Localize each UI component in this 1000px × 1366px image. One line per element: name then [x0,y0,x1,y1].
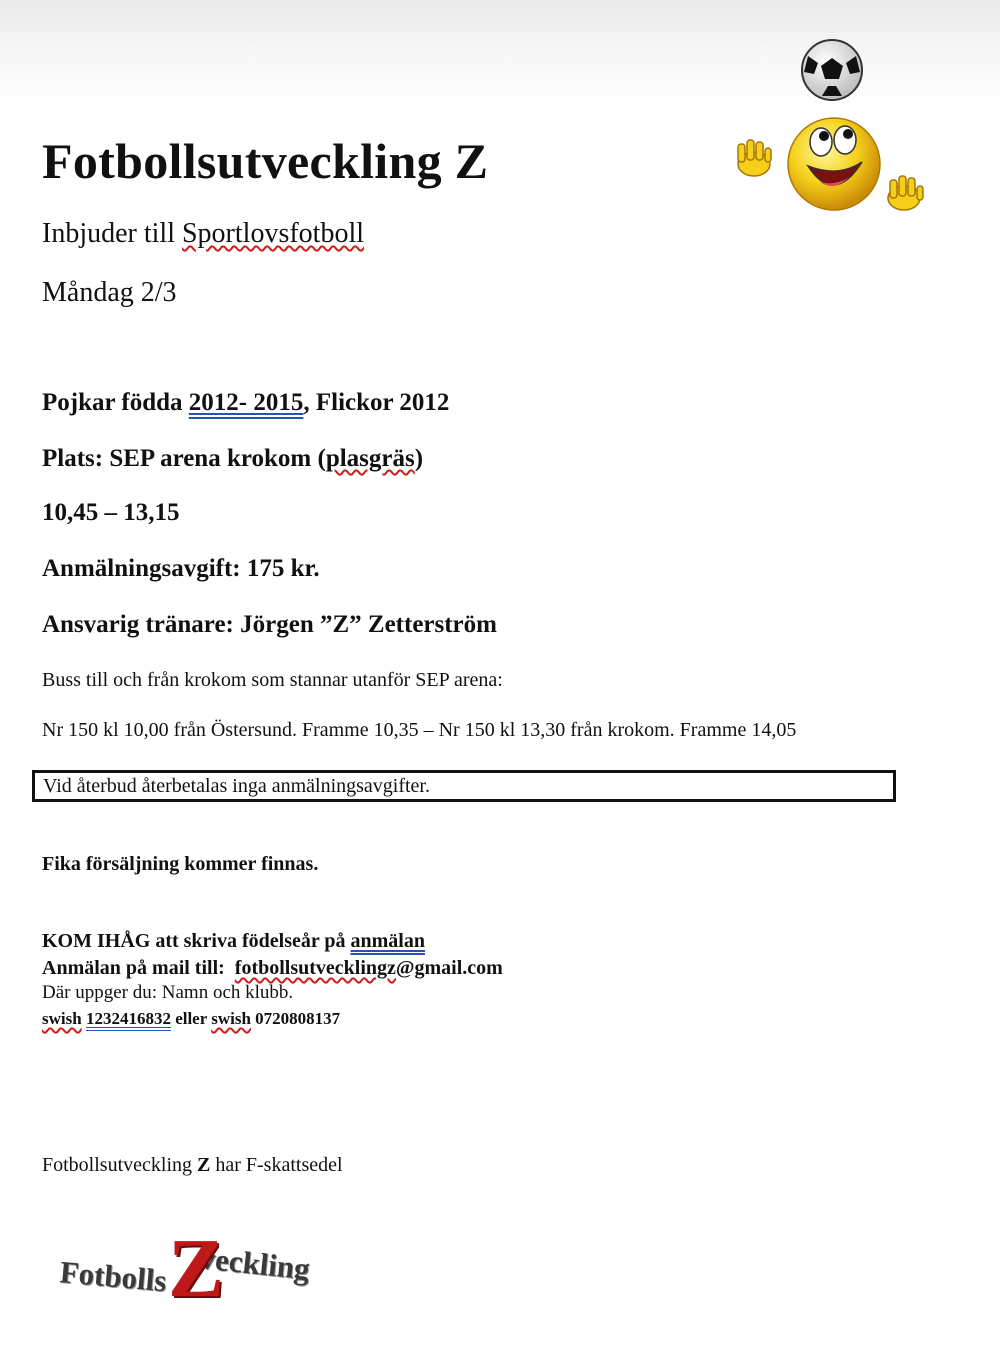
tax-note-prefix: Fotbollsutveckling [42,1154,197,1176]
swish-number: 1232416832 [85,1009,171,1028]
birth-year-reminder [42,930,425,953]
mail-address-domain[interactable]: @gmail.com [395,957,503,979]
tax-note-suffix: har F-skattsedel [210,1154,343,1176]
eligibility-suffix: , Flickor 2012 [303,389,450,416]
bus-schedule: Nr 150 kl 10,00 från Östersund. Framme 10,35 – Nr 150 kl 13,30 från krokom. Framme 14,05 [42,719,797,741]
event-time: 10,45 – 13,15 [42,499,180,526]
registration-mail-line [42,957,503,980]
event-date: Måndag 2/3 [42,277,177,308]
eligibility-prefix: Pojkar födda [42,389,189,416]
swish-middle: eller [170,1009,212,1028]
responsible-coach: Ansvarig tränare: Jörgen ”Z” Zetterström [42,611,497,638]
smiley-football-icon [728,36,934,222]
page-title: Fotbollsutveckling Z [42,133,489,189]
swish-phone: 0720808137 [250,1009,341,1028]
location-prefix: Plats: SEP arena krokom ( [42,445,326,472]
invitation-prefix: Inbjuder till [42,218,182,249]
tax-note [42,1154,343,1177]
registration-fee: Anmälningsavgift: 175 kr. [42,555,320,582]
mail-prefix: Anmälan på mail till: [42,957,235,979]
invitation-line [42,218,364,250]
mail-address-user[interactable]: fotbollsutvecklingz [234,957,396,979]
bus-intro: Buss till och från krokom som stannar utanför SEP arena: [42,669,503,691]
refund-notice: Vid återbud återbetalas inga anmälningsavgifter. [32,770,896,802]
fika-note: Fika försäljning kommer finnas. [42,853,319,875]
logo-text-right: veckling [198,1240,312,1287]
swish-label-1: swish [42,1009,82,1028]
logo-text-left: Fotbolls [58,1254,168,1299]
reminder-prefix: KOM IHÅG att skriva födelseår på [42,930,351,952]
eligibility-years: 2012- 2015 [188,389,304,416]
tax-note-z: Z [197,1154,211,1176]
location-line [42,445,423,473]
location-surface: plasgräs [325,445,415,472]
reminder-word: anmälan [350,930,425,952]
club-logo [58,1222,358,1315]
swish-line [42,1009,340,1029]
logo-z-letter: Z [168,1222,225,1315]
registration-info: Där uppger du: Namn och klubb. [42,982,294,1003]
swish-label-2: swish [211,1009,251,1028]
location-suffix: ) [414,445,424,472]
invitation-event: Sportlovsfotboll [181,218,364,249]
eligibility-line [42,389,449,417]
